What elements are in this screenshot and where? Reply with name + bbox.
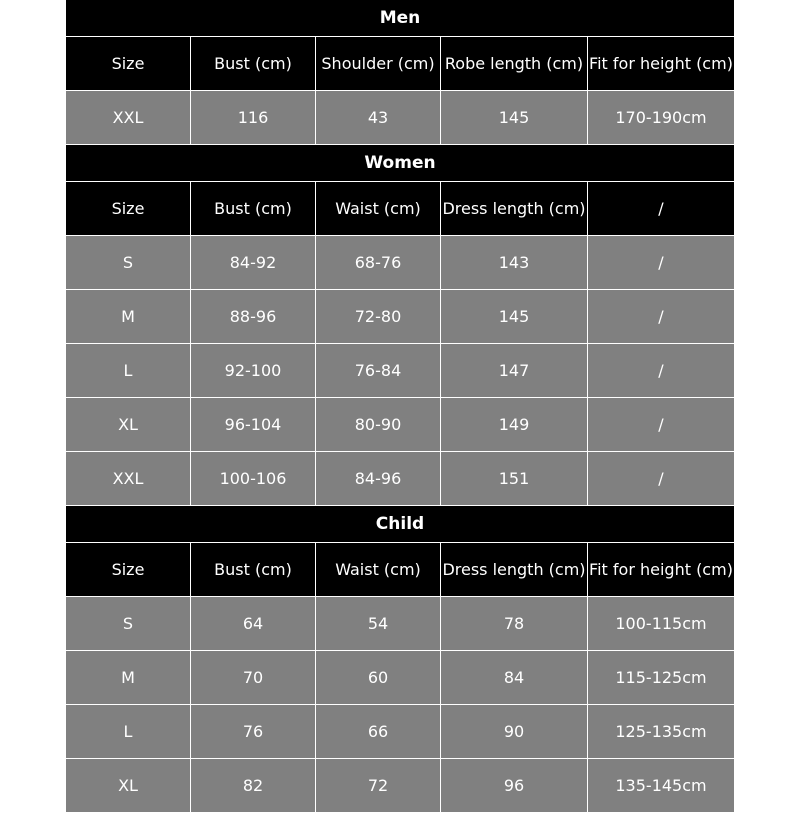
table-cell: 100-106 xyxy=(191,452,316,505)
header-row xyxy=(66,543,734,597)
table-cell: 88-96 xyxy=(191,290,316,343)
table-row xyxy=(66,597,734,651)
section-women xyxy=(66,145,734,506)
header-row xyxy=(66,182,734,236)
header-cell: Fit for height (cm) xyxy=(589,53,733,73)
table-cell: 90 xyxy=(441,705,588,758)
table-cell: XXL xyxy=(66,91,191,144)
table-cell: / xyxy=(658,414,664,434)
header-cell: Bust (cm) xyxy=(191,543,316,596)
table-cell: 84-96 xyxy=(316,452,441,505)
table-cell: 78 xyxy=(441,597,588,650)
header-cell: Bust (cm) xyxy=(191,37,316,90)
table-row xyxy=(66,651,734,705)
table-cell: / xyxy=(658,468,664,488)
table-row xyxy=(66,290,734,344)
header-cell: / xyxy=(658,198,664,218)
table-cell: 66 xyxy=(316,705,441,758)
table-cell: 70 xyxy=(191,651,316,704)
section-men xyxy=(66,0,734,145)
size-chart xyxy=(66,0,734,813)
table-cell: XL xyxy=(66,759,191,812)
table-cell: 96-104 xyxy=(191,398,316,451)
table-cell: 149 xyxy=(441,398,588,451)
table-row xyxy=(66,759,734,813)
header-cell: Robe length (cm) xyxy=(441,37,588,90)
table-cell: XL xyxy=(66,398,191,451)
table-cell: 72 xyxy=(316,759,441,812)
table-cell: / xyxy=(658,252,664,272)
table-cell: 96 xyxy=(441,759,588,812)
table-cell: M xyxy=(66,290,191,343)
header-cell: Bust (cm) xyxy=(191,182,316,235)
table-cell: L xyxy=(66,705,191,758)
table-cell: L xyxy=(66,344,191,397)
table-cell: 43 xyxy=(316,91,441,144)
header-cell: Size xyxy=(66,182,191,235)
table-row xyxy=(66,91,734,145)
table-cell: 125-135cm xyxy=(615,721,707,741)
table-cell: 64 xyxy=(191,597,316,650)
table-cell: 84-92 xyxy=(191,236,316,289)
header-cell: Size xyxy=(66,543,191,596)
table-cell: 135-145cm xyxy=(615,775,707,795)
table-cell: 116 xyxy=(191,91,316,144)
header-cell: Waist (cm) xyxy=(316,543,441,596)
table-cell: 72-80 xyxy=(316,290,441,343)
table-cell: 100-115cm xyxy=(615,613,707,633)
header-cell: Dress length (cm) xyxy=(441,182,588,235)
table-cell: 151 xyxy=(441,452,588,505)
table-cell: 115-125cm xyxy=(615,667,707,687)
header-cell: Shoulder (cm) xyxy=(316,37,441,90)
header-cell: Size xyxy=(66,37,191,90)
section-title: Men xyxy=(66,0,734,37)
table-cell: / xyxy=(658,306,664,326)
table-cell: 147 xyxy=(441,344,588,397)
table-row xyxy=(66,705,734,759)
table-cell: 76-84 xyxy=(316,344,441,397)
header-row xyxy=(66,37,734,91)
table-cell: 76 xyxy=(191,705,316,758)
table-cell: 92-100 xyxy=(191,344,316,397)
table-cell: 143 xyxy=(441,236,588,289)
header-cell: Dress length (cm) xyxy=(441,543,588,596)
header-cell: Fit for height (cm) xyxy=(589,559,733,579)
table-cell: S xyxy=(66,236,191,289)
table-row xyxy=(66,344,734,398)
header-cell: Waist (cm) xyxy=(316,182,441,235)
table-cell: 54 xyxy=(316,597,441,650)
table-cell: 82 xyxy=(191,759,316,812)
table-cell: 170-190cm xyxy=(615,107,707,127)
table-cell: / xyxy=(658,360,664,380)
table-cell: 145 xyxy=(441,290,588,343)
table-row xyxy=(66,236,734,290)
table-cell: 145 xyxy=(441,91,588,144)
table-cell: S xyxy=(66,597,191,650)
table-row xyxy=(66,398,734,452)
table-row xyxy=(66,452,734,506)
table-cell: 68-76 xyxy=(316,236,441,289)
section-title: Child xyxy=(66,506,734,543)
table-cell: 80-90 xyxy=(316,398,441,451)
table-cell: 84 xyxy=(441,651,588,704)
table-cell: XXL xyxy=(66,452,191,505)
table-cell: M xyxy=(66,651,191,704)
table-cell: 60 xyxy=(316,651,441,704)
section-title: Women xyxy=(66,145,734,182)
section-child xyxy=(66,506,734,813)
